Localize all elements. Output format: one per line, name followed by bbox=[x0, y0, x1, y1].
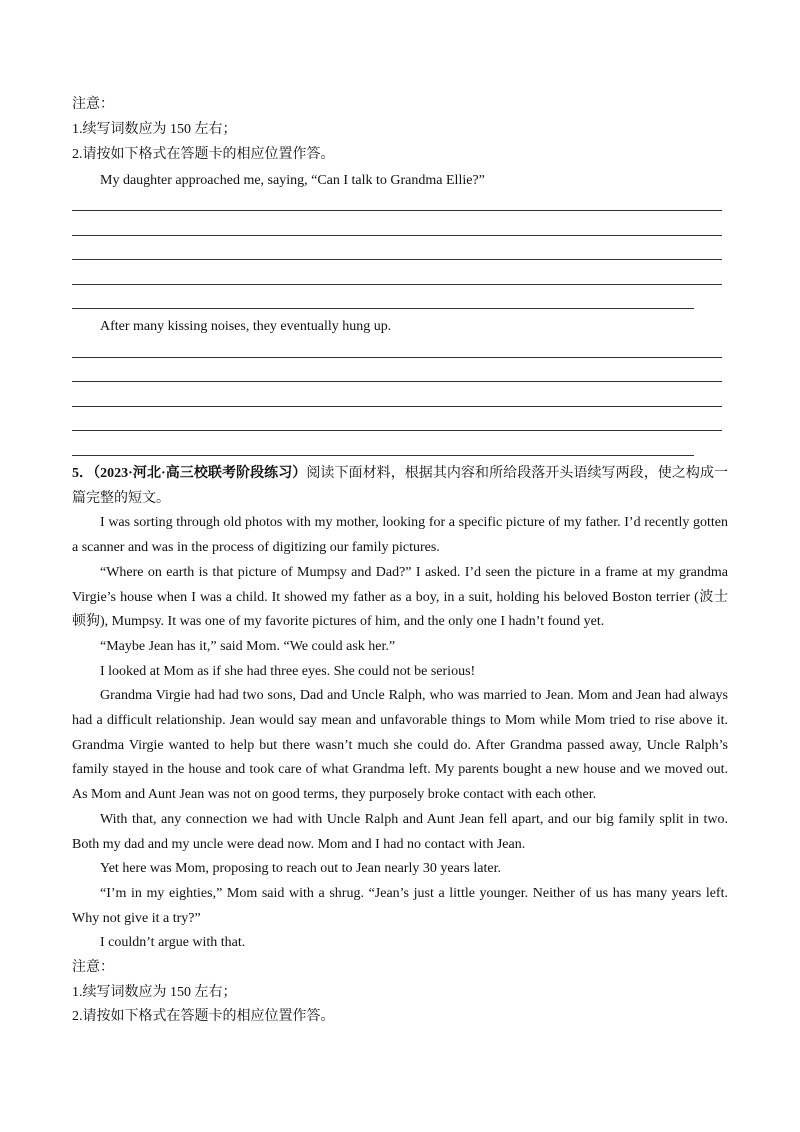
question-number: 5． bbox=[72, 466, 94, 481]
paragraph2-opening: After many kissing noises, they eventually hung up. bbox=[100, 319, 392, 334]
answer-line bbox=[72, 381, 722, 382]
story-paragraph: Grandma Virgie had had two sons, Dad and Uncle Ralph, who was married to Jean. Mom and Jean had always had a difficult relationship. Jean would say mean and unfavorable things to Mom while Mom tried to rise above it. Grandma Virgie wanted to help but there wasn’t much she could do. After Grandma passed away, Uncle Ralph’s family stayed in the house and took care of what Grandma left. My parents bought a new house and we moved out. As Mom and Aunt Jean was not on good terms, they purposely broke contact with each other. bbox=[72, 688, 728, 803]
story-paragraph: I was sorting through old photos with my mother, looking for a specific picture of my father. I’d recently gotten a scanner and was in the process of digitizing our family pictures. bbox=[72, 515, 728, 556]
answer-line bbox=[72, 308, 694, 309]
note-word-count: 1.续写词数应为 150 左右； bbox=[72, 984, 237, 1000]
note-format: 2.请按如下格式在答题卡的相应位置作答。 bbox=[72, 147, 335, 162]
answer-line bbox=[72, 406, 722, 407]
story-paragraph: “I’m in my eighties,” Mom said with a shrug. “Jean’s just a little younger. Neither of us has many years left. Why not give it a try?” bbox=[72, 885, 728, 926]
story-paragraph: “Maybe Jean has it,” said Mom. “We could ask her.” bbox=[100, 638, 396, 654]
answer-line bbox=[72, 357, 722, 358]
story-paragraph: “Where on earth is that picture of Mumpsy and Dad?” I asked. I’d seen the picture in a frame at my grandma Virgie’s house when I was a child. It showed my father as a boy, in a suit, holding his beloved Boston terrier (波士顿狗), Mumpsy. It was one of my favorite pictures of him, and the only one I hadn’t found yet. bbox=[72, 564, 728, 630]
note-label: 注意： bbox=[72, 97, 114, 112]
story-paragraph: I looked at Mom as if she had three eyes. She could not be serious! bbox=[100, 663, 476, 679]
note-word-count: 1.续写词数应为 150 左右； bbox=[72, 122, 237, 137]
answer-line bbox=[72, 259, 722, 260]
answer-line bbox=[72, 210, 722, 211]
story-paragraph: Yet here was Mom, proposing to reach out to Jean nearly 30 years later. bbox=[100, 861, 501, 877]
answer-line bbox=[72, 284, 722, 285]
paragraph1-opening: My daughter approached me, saying, “Can I talk to Grandma Ellie?” bbox=[100, 173, 485, 188]
story-paragraph: I couldn’t argue with that. bbox=[100, 935, 246, 951]
story-paragraph: With that, any connection we had with Uncle Ralph and Aunt Jean fell apart, and our big family split in two. Both my dad and my uncle were dead now. Mom and I had no contact with Jean. bbox=[72, 811, 728, 852]
answer-line bbox=[72, 455, 694, 456]
note-label: 注意： bbox=[72, 960, 114, 976]
question5-block bbox=[72, 462, 728, 1030]
question-source: （2023·河北·高三校联考阶段练习） bbox=[93, 466, 307, 481]
answer-line bbox=[72, 235, 722, 236]
answer-line bbox=[72, 430, 722, 431]
question5-heading bbox=[72, 462, 728, 511]
question-instruction: 阅读下面材料，根据其内容和所给段落开头语续写两段，使之构成一篇完整的短文。 bbox=[72, 466, 729, 506]
note-format: 2.请按如下格式在答题卡的相应位置作答。 bbox=[72, 1009, 335, 1025]
